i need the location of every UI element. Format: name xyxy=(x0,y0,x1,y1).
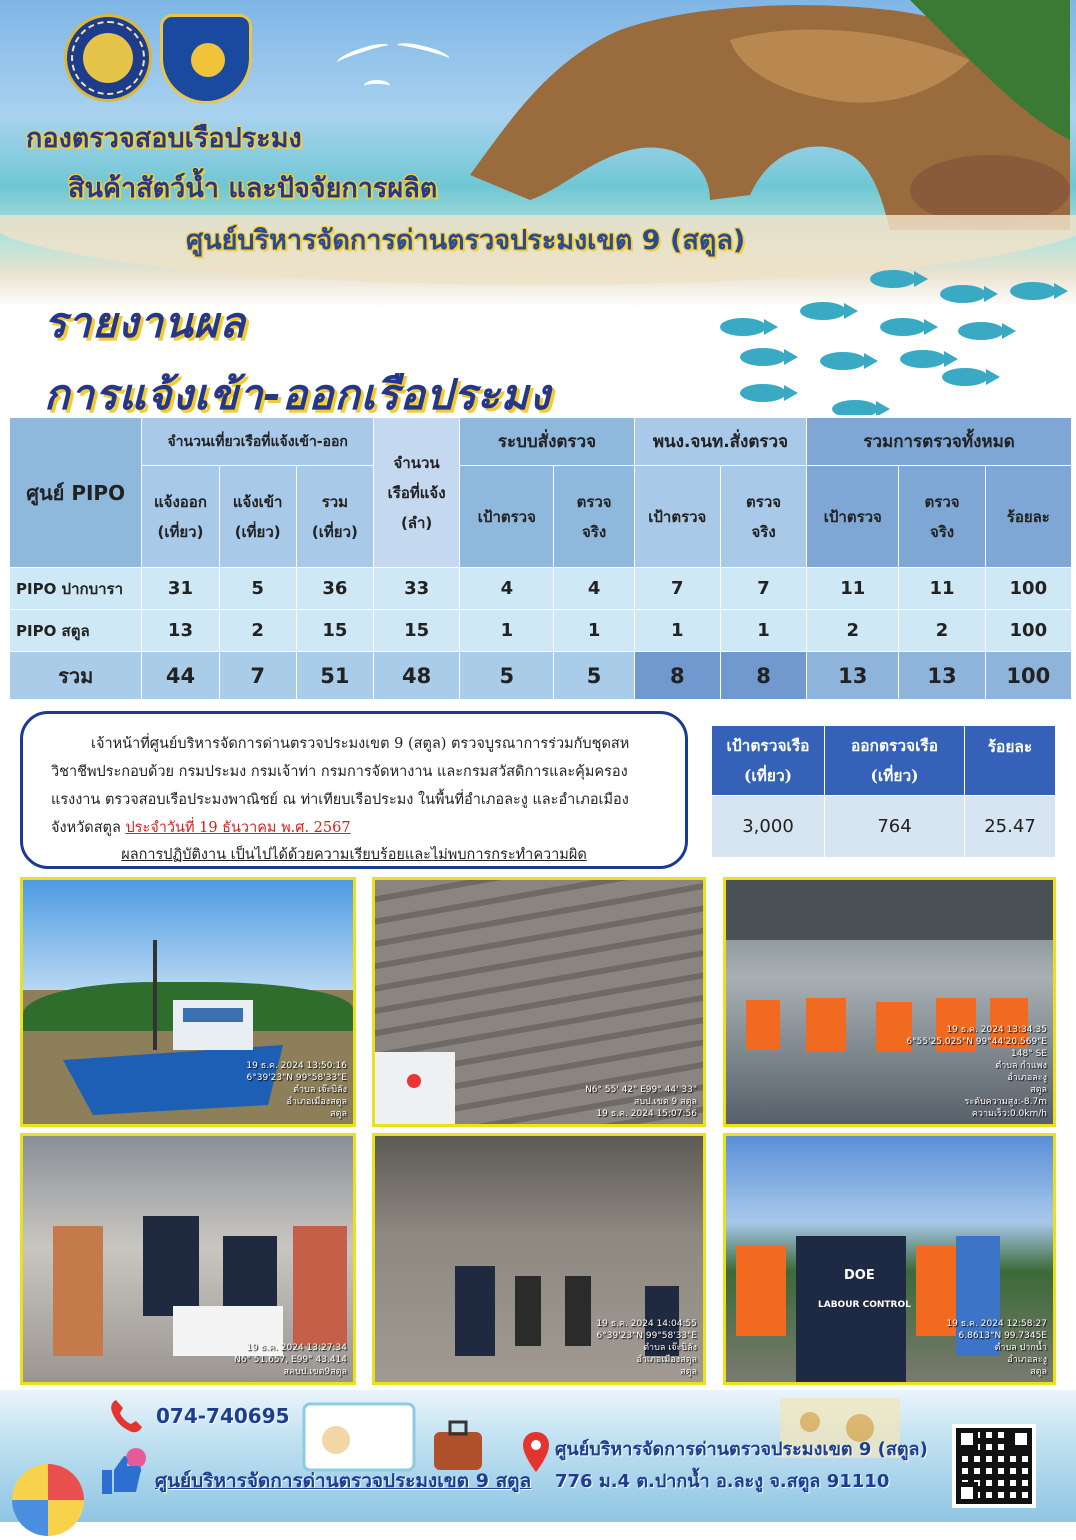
facebook-like-icon xyxy=(96,1446,152,1502)
total-percent: 100 xyxy=(985,652,1071,700)
cell-sys-target: 4 xyxy=(460,568,554,610)
cell-off-target: 7 xyxy=(634,568,720,610)
seagull-icon xyxy=(395,40,450,65)
photo-stamp: N6° 55' 42" E99° 44' 33" สบป.เขต 9 สตูล 19 ธ.ค. 2024 15:07:56 xyxy=(585,1085,697,1119)
fish-icon xyxy=(900,350,946,368)
cell-sys-actual: 4 xyxy=(554,568,634,610)
cell-sys-target: 1 xyxy=(460,610,554,652)
table-row xyxy=(10,610,1072,652)
notice-date: ประจำวันที่ 19 ธันวาคม พ.ศ. 2567 xyxy=(125,820,351,836)
report-title-line1: รายงานผล xyxy=(44,298,246,347)
col-sys-target-header: เป้าตรวจ xyxy=(460,466,554,568)
cell-sys-actual: 1 xyxy=(554,610,634,652)
fish-icon xyxy=(940,285,986,303)
total-off-actual: 8 xyxy=(720,652,806,700)
rock-arch-illustration xyxy=(470,0,1070,230)
total-out: 44 xyxy=(142,652,219,700)
phone-icon xyxy=(106,1396,146,1436)
fish-icon xyxy=(800,302,846,320)
fish-icon xyxy=(740,348,786,366)
group-trips-header: จำนวนเที่ยวเรือที่แจ้งเข้า-ออก xyxy=(142,418,374,466)
cell-in: 5 xyxy=(219,568,296,610)
summary-percent-header: ร้อยละ xyxy=(965,726,1056,796)
notice-paragraph xyxy=(51,730,657,842)
center-name: ศูนย์บริหารจัดการด่านตรวจประมงเขต 9 (สตูล) xyxy=(186,225,746,256)
cell-out: 31 xyxy=(142,568,219,610)
fish-icon xyxy=(1010,282,1056,300)
col-boats-header: จำนวน เรือที่แจ้ง (ลำ) xyxy=(373,418,459,568)
notice-result: ผลการปฏิบัติงาน เป็นไปได้ด้วยความเรียบร้อยและไม่พบการกระทำความผิด xyxy=(121,847,587,863)
group-system-header: ระบบสั่งตรวจ xyxy=(460,418,634,466)
cell-sum: 15 xyxy=(296,610,373,652)
activity-notice-box xyxy=(20,711,688,869)
col-in-header: แจ้งเข้า (เที่ยว) xyxy=(219,466,296,568)
fish-icon xyxy=(832,400,878,415)
cell-out: 13 xyxy=(142,610,219,652)
inspection-summary-table xyxy=(711,725,1056,858)
summary-target-value: 3,000 xyxy=(712,796,825,858)
cell-in: 2 xyxy=(219,610,296,652)
notice-body: เจ้าหน้าที่ศูนย์บริหารจัดการด่านตรวจประมงเขต 9 (สตูล) ตรวจบูรณาการร่วมกับชุดสหวิชาชีพประกอบด้วย กรมประมง กรมเจ้าท่า กรมการจัดหางาน และกรมสวัสดิการและคุ้มครองแรงงาน ตรวจสอบเรือประมงพาณิชย์ ณ ท่าเทียบเรือประมง ในพื้นที่อำเภอละงู และอำเภอเมือง จังหวัดสตูล xyxy=(51,736,630,836)
row-center-name: PIPO ปากบารา xyxy=(10,568,142,610)
address-line1: ศูนย์บริหารจัดการด่านตรวจประมงเขต 9 (สตูล) xyxy=(555,1439,928,1460)
col-off-target-header: เป้าตรวจ xyxy=(634,466,720,568)
cell-tot-actual: 2 xyxy=(899,610,985,652)
photo-document-check xyxy=(20,1133,356,1385)
cell-percent: 100 xyxy=(985,610,1071,652)
summary-done-value: 764 xyxy=(825,796,965,858)
cell-off-actual: 1 xyxy=(720,610,806,652)
seagull-icon xyxy=(335,40,390,68)
vest-doe-text: DOE xyxy=(844,1268,875,1283)
photo-sacks xyxy=(372,877,706,1127)
beach-ball-icon xyxy=(8,1460,88,1540)
photo-pier-meeting xyxy=(372,1133,706,1385)
summary-target-header: เป้าตรวจเรือ (เที่ยว) xyxy=(712,726,825,796)
table-row xyxy=(10,568,1072,610)
photo-fishing-boat xyxy=(20,877,356,1127)
fish-icon xyxy=(958,322,1004,340)
report-title-line2: การแจ้งเข้า-ออกเรือประมง xyxy=(44,370,551,415)
total-off-target: 8 xyxy=(634,652,720,700)
cell-boats: 15 xyxy=(373,610,459,652)
department-of-fisheries-logo xyxy=(64,14,152,102)
photo-stamp: 19 ธ.ค. 2024 14:04:55 6°39'23"N 99°58'33"E ตำบล เจ๊ะบิลัง อำเภอเมืองสตูล สตูล xyxy=(596,1319,697,1377)
postcard-illustration xyxy=(300,1396,420,1476)
org-name-line2: สินค้าสัตว์น้ำ และปัจจัยการผลิต xyxy=(68,173,438,204)
facebook-page-link[interactable]: ศูนย์บริหารจัดการด่านตรวจประมงเขต 9 สตูล xyxy=(155,1470,532,1492)
cell-sum: 36 xyxy=(296,568,373,610)
address-line2: 776 ม.4 ต.ปากน้ำ อ.ละงู จ.สตูล 91110 xyxy=(555,1471,890,1492)
cell-boats: 33 xyxy=(373,568,459,610)
fish-icon xyxy=(942,368,988,386)
col-center-header: ศูนย์ PIPO xyxy=(10,418,142,568)
total-boats: 48 xyxy=(373,652,459,700)
fish-icon xyxy=(870,270,916,288)
pipo-report-table xyxy=(9,417,1072,700)
col-off-actual-header: ตรวจ จริง xyxy=(720,466,806,568)
photo-stamp: 19 ธ.ค. 2024 13:34:35 6°55'25.025"N 99°44'20.569"E 148° SE ตำบล กำแพง อำเภอละงู สตูล ระดับความสูง:-8.7m ความเร็ว:0.0km/h xyxy=(906,1025,1047,1119)
cell-tot-actual: 11 xyxy=(899,568,985,610)
vest-labour-text: LABOUR CONTROL xyxy=(818,1300,911,1310)
total-in: 7 xyxy=(219,652,296,700)
total-tot-actual: 13 xyxy=(899,652,985,700)
fish-icon xyxy=(740,384,786,402)
qr-code[interactable] xyxy=(952,1424,1036,1508)
photo-stamp: 19 ธ.ค. 2024 13:50:16 6°39'23"N 99°58'33"E ตำบล เจ๊ะบิลัง อำเภอเมืองสตูล สตูล xyxy=(246,1061,347,1119)
fish-icon xyxy=(720,318,766,336)
cell-off-actual: 7 xyxy=(720,568,806,610)
photo-stamp: 19 ธ.ค. 2024 13:27:34 N6° 51.657, E99° 43.414 สคบป.เขต9สตูล xyxy=(233,1343,347,1377)
cell-percent: 100 xyxy=(985,568,1071,610)
total-sys-actual: 5 xyxy=(554,652,634,700)
cell-tot-target: 11 xyxy=(807,568,899,610)
total-label: รวม xyxy=(10,652,142,700)
contact-phone[interactable]: 074-740695 xyxy=(156,1404,290,1428)
col-sum-header: รวม (เที่ยว) xyxy=(296,466,373,568)
fish-icon xyxy=(880,318,926,336)
org-name-line1: กองตรวจสอบเรือประมง xyxy=(26,123,302,154)
col-sys-actual-header: ตรวจ จริง xyxy=(554,466,634,568)
map-thumbnail xyxy=(375,1052,455,1124)
cell-off-target: 1 xyxy=(634,610,720,652)
table-total-row xyxy=(10,652,1072,700)
seagull-icon xyxy=(364,80,390,92)
group-officer-header: พนง.จนท.สั่งตรวจ xyxy=(634,418,806,466)
fishery-inspection-logo xyxy=(160,14,252,104)
fish-icon xyxy=(820,352,866,370)
summary-percent-value: 25.47 xyxy=(965,796,1056,858)
photo-crew-lineup xyxy=(723,877,1056,1127)
total-sum: 51 xyxy=(296,652,373,700)
col-tot-target-header: เป้าตรวจ xyxy=(807,466,899,568)
header-banner xyxy=(0,0,1076,415)
col-tot-actual-header: ตรวจ จริง xyxy=(899,466,985,568)
photo-labour-control xyxy=(723,1133,1056,1385)
col-percent-header: ร้อยละ xyxy=(985,466,1071,568)
col-out-header: แจ้งออก (เที่ยว) xyxy=(142,466,219,568)
total-tot-target: 13 xyxy=(807,652,899,700)
cell-tot-target: 2 xyxy=(807,610,899,652)
location-pin-icon xyxy=(521,1430,551,1474)
group-total-header: รวมการตรวจทั้งหมด xyxy=(807,418,1072,466)
photo-stamp: 19 ธ.ค. 2024 12:58:27 6.8613°N 99.7345E ตำบล ปากน้ำ อำเภอละงู สตูล xyxy=(946,1319,1047,1377)
summary-done-header: ออกตรวจเรือ (เที่ยว) xyxy=(825,726,965,796)
row-center-name: PIPO สตูล xyxy=(10,610,142,652)
total-sys-target: 5 xyxy=(460,652,554,700)
